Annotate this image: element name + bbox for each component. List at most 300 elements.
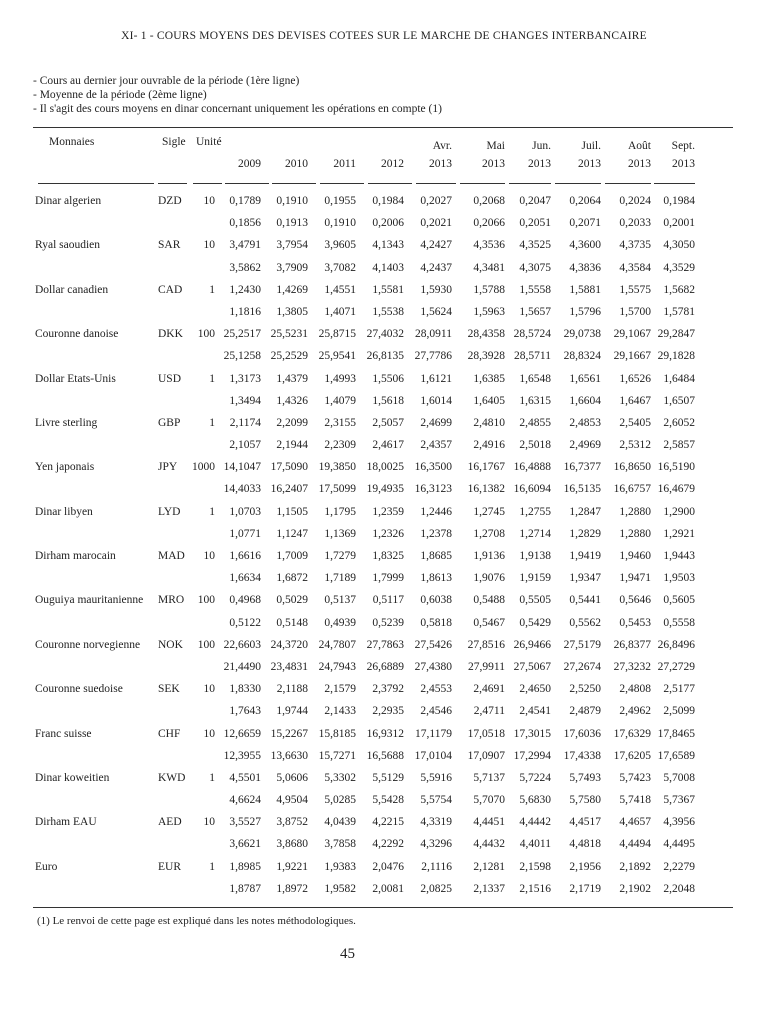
rate-cell: 0,2064 — [569, 195, 601, 207]
rate-cell: 1,4269 — [276, 283, 308, 296]
header-underline — [654, 183, 695, 184]
rate-cell: 2,2935 — [372, 705, 404, 718]
rate-cell: 24,3720 — [270, 638, 308, 651]
rate-cell: 4,3481 — [473, 261, 505, 274]
currency-code: DZD — [158, 195, 182, 207]
currency-code: AED — [158, 816, 182, 829]
rate-cell: 3,6621 — [229, 838, 261, 851]
rate-cell: 0,5117 — [372, 594, 404, 607]
rate-cell: 2,5177 — [663, 683, 695, 696]
table-row-period-average — [0, 656, 768, 678]
rate-cell: 1,2708 — [473, 527, 505, 540]
rate-cell: 16,6094 — [513, 483, 551, 496]
rate-cell: 16,9312 — [366, 727, 404, 740]
rate-cell: 2,1892 — [619, 860, 651, 873]
rate-cell: 15,8185 — [318, 727, 356, 740]
currency-unit: 1 — [209, 283, 215, 296]
rate-cell: 1,8985 — [229, 860, 261, 873]
period-header-year: 2010 — [285, 158, 308, 170]
table-row-last-day — [0, 456, 768, 478]
rate-cell: 1,2446 — [420, 505, 452, 518]
header-notes — [33, 74, 442, 116]
col-header-monnaies: Monnaies — [49, 136, 95, 148]
currency-unit: 1 — [209, 860, 215, 873]
rate-cell: 1,9347 — [569, 572, 601, 585]
table-row-period-average — [0, 390, 768, 412]
currency-code: EUR — [158, 860, 181, 873]
rate-cell: 4,3584 — [619, 261, 651, 274]
rate-cell: 4,1343 — [372, 239, 404, 252]
rate-cell: 1,2378 — [420, 527, 452, 540]
rate-cell: 1,5618 — [372, 394, 404, 407]
rate-cell: 2,4853 — [569, 416, 601, 429]
period-header-year: 2013 — [528, 158, 551, 170]
rate-cell: 1,1505 — [276, 505, 308, 518]
rate-cell: 2,1719 — [569, 882, 601, 895]
rate-cell: 25,9541 — [318, 350, 356, 363]
rate-cell: 2,4541 — [519, 705, 551, 718]
currency-code: GBP — [158, 416, 181, 429]
rate-cell: 19,4935 — [366, 483, 404, 496]
table-row-period-average — [0, 745, 768, 767]
rate-cell: 29,1067 — [613, 328, 651, 341]
rate-cell: 1,9443 — [663, 550, 695, 562]
rate-cell: 16,5135 — [563, 483, 601, 496]
rate-cell: 0,4939 — [324, 616, 356, 629]
rate-cell: 2,1174 — [229, 416, 261, 429]
rate-cell: 0,1955 — [324, 195, 356, 207]
rate-cell: 3,8680 — [276, 838, 308, 851]
rate-cell: 1,5781 — [663, 305, 695, 318]
currency-name: Dinar algerien — [35, 195, 102, 207]
rate-cell: 17,0907 — [467, 749, 505, 762]
rate-cell: 26,6889 — [366, 660, 404, 673]
period-header-line1: Jun. — [532, 140, 551, 152]
rate-cell: 0,2006 — [372, 217, 404, 230]
rate-cell: 1,5796 — [569, 305, 601, 318]
rate-cell: 3,7909 — [276, 261, 308, 274]
currency-name: Franc suisse — [35, 727, 92, 740]
rate-cell: 0,2068 — [473, 195, 505, 207]
rate-cell: 1,2326 — [372, 527, 404, 540]
header-underline — [460, 183, 505, 184]
rate-cell: 2,1516 — [519, 882, 551, 895]
table-row-period-average — [0, 212, 768, 234]
currency-table-body — [0, 190, 768, 900]
rate-cell: 5,7224 — [519, 771, 551, 784]
currency-name: Couronne suedoise — [35, 683, 123, 696]
table-row-last-day — [0, 234, 768, 256]
rate-cell: 1,2430 — [229, 283, 261, 296]
rate-cell: 1,5538 — [372, 305, 404, 318]
currency-code: SEK — [158, 683, 180, 696]
rate-cell: 4,0439 — [324, 816, 356, 829]
rate-cell: 1,2829 — [569, 527, 601, 540]
table-row-last-day — [0, 545, 768, 567]
rate-cell: 18,0025 — [366, 461, 404, 474]
rate-cell: 0,5122 — [229, 616, 261, 629]
period-header-line1: Mai — [486, 140, 505, 152]
rate-cell: 1,6315 — [519, 394, 551, 407]
rate-cell: 0,5488 — [473, 594, 505, 607]
rate-cell: 1,0703 — [229, 505, 261, 518]
rate-cell: 12,3955 — [223, 749, 261, 762]
rate-cell: 2,1579 — [324, 683, 356, 696]
rate-cell: 4,2292 — [372, 838, 404, 851]
rate-cell: 1,2880 — [619, 527, 651, 540]
rate-cell: 17,2994 — [513, 749, 551, 762]
rate-cell: 28,4358 — [467, 328, 505, 341]
rate-cell: 16,5190 — [657, 461, 695, 474]
rate-cell: 1,4326 — [276, 394, 308, 407]
rate-cell: 1,6467 — [619, 394, 651, 407]
rate-cell: 0,1913 — [276, 217, 308, 230]
currency-unit: 1 — [209, 416, 215, 429]
rate-cell: 1,6526 — [619, 372, 651, 385]
rate-cell: 4,9504 — [276, 794, 308, 807]
rate-cell: 1,6634 — [229, 572, 261, 585]
rate-cell: 4,3836 — [569, 261, 601, 274]
rate-cell: 0,2001 — [663, 217, 695, 230]
rate-cell: 17,1179 — [415, 727, 452, 740]
rate-cell: 0,2047 — [519, 195, 551, 207]
period-header-year: 2009 — [238, 158, 261, 170]
rate-cell: 16,2407 — [270, 483, 308, 496]
note-line: - Cours au dernier jour ouvrable de la période (1ère ligne) — [33, 75, 300, 87]
rate-cell: 0,2071 — [569, 217, 601, 230]
period-header-line1: Juil. — [581, 140, 601, 152]
rate-cell: 16,7377 — [563, 461, 601, 474]
rate-cell: 1,2755 — [519, 505, 551, 518]
currency-unit: 10 — [203, 727, 215, 740]
rate-cell: 4,3319 — [420, 816, 452, 829]
rate-cell: 28,5724 — [513, 328, 551, 341]
rate-cell: 1,5930 — [420, 283, 452, 296]
rate-cell: 1,9419 — [569, 550, 601, 562]
rate-cell: 1,1247 — [276, 527, 308, 540]
rate-cell: 27,7863 — [366, 638, 404, 651]
rate-cell: 0,1789 — [229, 195, 261, 207]
rate-cell: 2,5857 — [663, 439, 695, 452]
rate-cell: 15,2267 — [270, 727, 308, 740]
rate-cell: 0,5467 — [473, 616, 505, 629]
rate-cell: 1,8325 — [372, 550, 404, 562]
rate-cell: 0,1856 — [229, 217, 261, 230]
rate-cell: 4,4442 — [519, 816, 551, 829]
currency-unit: 10 — [203, 683, 215, 696]
currency-code: USD — [158, 372, 182, 385]
period-header-year: 2013 — [429, 158, 452, 170]
currency-name: Euro — [35, 860, 58, 873]
rate-cell: 1,1369 — [324, 527, 356, 540]
rate-cell: 3,4791 — [229, 239, 261, 252]
rate-cell: 2,0081 — [372, 882, 404, 895]
period-header-year: 2013 — [482, 158, 505, 170]
rate-cell: 1,5788 — [473, 283, 505, 296]
rate-cell: 1,8787 — [229, 882, 261, 895]
rate-cell: 2,5099 — [663, 705, 695, 718]
header-underline — [605, 183, 651, 184]
rate-cell: 1,6604 — [569, 394, 601, 407]
rate-cell: 3,7858 — [324, 838, 356, 851]
rate-cell: 1,8685 — [420, 550, 452, 562]
rate-cell: 0,5646 — [619, 594, 651, 607]
rate-cell: 27,8516 — [467, 638, 505, 651]
currency-code: DKK — [158, 328, 183, 341]
rate-cell: 5,5916 — [420, 771, 452, 784]
currency-name: Ryal saoudien — [35, 239, 101, 252]
rate-cell: 17,0104 — [414, 749, 452, 762]
rate-cell: 27,4032 — [366, 328, 404, 341]
rate-cell: 17,5090 — [270, 461, 308, 474]
rate-cell: 1,2880 — [619, 505, 651, 518]
rate-cell: 1,5624 — [420, 305, 452, 318]
rate-cell: 0,5137 — [324, 594, 356, 607]
rate-cell: 15,7271 — [318, 749, 356, 762]
period-header-year: 2011 — [333, 158, 356, 170]
rate-cell: 1,9138 — [519, 550, 551, 562]
rate-cell: 1,0771 — [229, 527, 261, 540]
rate-cell: 4,4451 — [473, 816, 505, 829]
rate-cell: 27,5067 — [513, 660, 551, 673]
table-row-last-day — [0, 368, 768, 390]
rate-cell: 0,4968 — [229, 594, 261, 607]
table-row-period-average — [0, 523, 768, 545]
currency-name: Dollar canadien — [35, 283, 109, 296]
rate-cell: 2,1116 — [421, 860, 452, 873]
table-row-last-day — [0, 323, 768, 345]
rate-cell: 3,9605 — [324, 239, 356, 252]
footnote: (1) Le renvoi de cette page est expliqué dans les notes méthodologiques. — [37, 915, 356, 927]
rate-cell: 1,4993 — [324, 372, 356, 385]
rate-cell: 1,5506 — [372, 372, 404, 385]
rate-cell: 2,4711 — [473, 705, 505, 718]
rate-cell: 1,7999 — [372, 572, 404, 585]
rate-cell: 1,9582 — [324, 882, 356, 895]
rate-cell: 0,1984 — [372, 195, 404, 207]
rate-cell: 1,6616 — [229, 550, 261, 562]
rate-cell: 1,2847 — [569, 505, 601, 518]
rate-cell: 1,9076 — [473, 572, 505, 585]
rate-cell: 0,5562 — [569, 616, 601, 629]
rate-cell: 0,1984 — [663, 195, 695, 207]
table-row-period-average — [0, 345, 768, 367]
currency-code: JPY — [158, 461, 178, 474]
rate-cell: 2,4808 — [619, 683, 651, 696]
rate-cell: 4,6624 — [229, 794, 261, 807]
rate-cell: 29,1667 — [613, 350, 651, 363]
rate-cell: 24,7943 — [318, 660, 356, 673]
rate-cell: 27,5179 — [563, 638, 601, 651]
rate-cell: 3,5862 — [229, 261, 261, 274]
note-line: - Moyenne de la période (2ème ligne) — [33, 89, 207, 101]
rate-cell: 2,4691 — [473, 683, 505, 696]
rate-cell: 25,5231 — [270, 328, 308, 341]
rate-cell: 16,1382 — [467, 483, 505, 496]
currency-code: MRO — [158, 594, 185, 607]
rate-cell: 17,6589 — [657, 749, 695, 762]
rate-cell: 4,4495 — [663, 838, 695, 851]
table-row-last-day — [0, 589, 768, 611]
rate-cell: 4,3296 — [420, 838, 452, 851]
rate-cell: 13,6630 — [270, 749, 308, 762]
rate-cell: 2,4810 — [473, 416, 505, 429]
rate-cell: 1,5963 — [473, 305, 505, 318]
rate-cell: 27,5426 — [414, 638, 452, 651]
rate-cell: 16,1767 — [467, 461, 505, 474]
rate-cell: 2,1057 — [229, 439, 261, 452]
rate-cell: 1,8330 — [229, 683, 261, 696]
rate-cell: 16,3123 — [414, 483, 452, 496]
rate-cell: 1,2714 — [519, 527, 551, 540]
currency-unit: 100 — [197, 328, 215, 341]
page-number: 45 — [340, 946, 355, 962]
rate-cell: 2,2279 — [663, 860, 695, 873]
period-header-year: 2013 — [578, 158, 601, 170]
rate-cell: 2,4916 — [473, 439, 505, 452]
rate-cell: 2,1902 — [619, 882, 651, 895]
rate-cell: 5,6830 — [519, 794, 551, 807]
rate-cell: 2,1598 — [519, 860, 551, 873]
rate-cell: 2,5018 — [519, 439, 551, 452]
rate-cell: 1,5700 — [619, 305, 651, 318]
currency-name: Dinar libyen — [35, 505, 93, 518]
rate-cell: 2,5405 — [619, 416, 651, 429]
currency-name: Yen japonais — [35, 461, 95, 474]
rate-cell: 1,6548 — [519, 372, 551, 385]
table-row-last-day — [0, 412, 768, 434]
rate-cell: 4,4517 — [569, 816, 601, 829]
period-header-line1: Sept. — [671, 140, 695, 152]
rate-cell: 1,2921 — [663, 527, 695, 540]
currency-unit: 1000 — [192, 461, 215, 474]
rate-cell: 5,5428 — [372, 794, 404, 807]
rate-cell: 1,9159 — [519, 572, 551, 585]
rate-cell: 2,2099 — [276, 416, 308, 429]
rate-cell: 1,6405 — [473, 394, 505, 407]
rate-cell: 2,4617 — [372, 439, 404, 452]
rate-cell: 0,5429 — [519, 616, 551, 629]
rate-cell: 16,4888 — [513, 461, 551, 474]
rate-cell: 1,9221 — [276, 860, 308, 873]
rate-cell: 1,9383 — [324, 860, 356, 873]
rate-cell: 2,3792 — [372, 683, 404, 696]
rate-cell: 0,5239 — [372, 616, 404, 629]
rate-cell: 1,3173 — [229, 372, 261, 385]
rate-cell: 1,6385 — [473, 372, 505, 385]
rate-cell: 4,4494 — [619, 838, 651, 851]
currency-name: Ouguiya mauritanienne — [35, 594, 144, 607]
rate-cell: 5,5754 — [420, 794, 452, 807]
table-row-last-day — [0, 678, 768, 700]
rate-cell: 17,6205 — [613, 749, 651, 762]
rate-cell: 2,1956 — [569, 860, 601, 873]
rate-cell: 2,5312 — [619, 439, 651, 452]
rate-cell: 1,8972 — [276, 882, 308, 895]
currency-name: Couronne danoise — [35, 328, 119, 341]
rate-cell: 4,3536 — [473, 239, 505, 252]
rate-cell: 17,5099 — [318, 483, 356, 496]
rate-cell: 4,2215 — [372, 816, 404, 829]
currency-code: CHF — [158, 727, 181, 740]
currency-code: LYD — [158, 505, 181, 518]
rate-cell: 2,0476 — [372, 860, 404, 873]
rate-cell: 14,4033 — [223, 483, 261, 496]
rate-cell: 28,8324 — [563, 350, 601, 363]
rate-cell: 4,4657 — [619, 816, 651, 829]
rate-cell: 0,1910 — [276, 195, 308, 207]
rate-cell: 29,0738 — [563, 328, 601, 341]
rate-cell: 1,9744 — [276, 705, 308, 718]
rate-cell: 5,7137 — [473, 771, 505, 784]
rate-cell: 16,3500 — [414, 461, 452, 474]
currency-unit: 10 — [203, 195, 215, 207]
rate-cell: 1,9460 — [619, 550, 651, 562]
rate-cell: 24,7807 — [318, 638, 356, 651]
rate-cell: 16,4679 — [657, 483, 695, 496]
currency-code: MAD — [158, 550, 185, 562]
table-row-period-average — [0, 700, 768, 722]
table-row-period-average — [0, 833, 768, 855]
rate-cell: 2,4546 — [420, 705, 452, 718]
rate-cell: 1,7279 — [324, 550, 356, 562]
rate-cell: 1,9503 — [663, 572, 695, 585]
rate-cell: 0,5505 — [519, 594, 551, 607]
rate-cell: 4,4432 — [473, 838, 505, 851]
rate-cell: 0,6038 — [420, 594, 452, 607]
rate-cell: 2,2309 — [324, 439, 356, 452]
rate-cell: 5,7070 — [473, 794, 505, 807]
currency-name: Dirham marocain — [35, 550, 116, 562]
rate-cell: 0,5558 — [663, 616, 695, 629]
rate-cell: 1,4551 — [324, 283, 356, 296]
rate-cell: 2,4699 — [420, 416, 452, 429]
table-top-rule — [33, 127, 733, 128]
rate-cell: 2,0825 — [420, 882, 452, 895]
rate-cell: 16,8650 — [613, 461, 651, 474]
rate-cell: 0,5029 — [276, 594, 308, 607]
rate-cell: 1,2745 — [473, 505, 505, 518]
header-underline — [272, 183, 316, 184]
rate-cell: 3,7082 — [324, 261, 356, 274]
rate-cell: 21,4490 — [223, 660, 261, 673]
rate-cell: 28,5711 — [514, 350, 551, 363]
currency-code: KWD — [158, 771, 186, 784]
currency-code: CAD — [158, 283, 183, 296]
rate-cell: 29,1828 — [657, 350, 695, 363]
rate-cell: 1,5657 — [519, 305, 551, 318]
rate-cell: 2,5250 — [569, 683, 601, 696]
rate-cell: 3,8752 — [276, 816, 308, 829]
currency-name: Livre sterling — [35, 416, 98, 429]
rate-cell: 27,2674 — [563, 660, 601, 673]
table-row-period-average — [0, 301, 768, 323]
rate-cell: 4,3075 — [519, 261, 551, 274]
rate-cell: 0,2024 — [619, 195, 651, 207]
table-bottom-rule — [33, 907, 733, 908]
rate-cell: 1,5575 — [619, 283, 651, 296]
period-header-year: 2013 — [672, 158, 695, 170]
rate-cell: 17,3015 — [513, 727, 551, 740]
rate-cell: 25,2517 — [223, 328, 261, 341]
rate-cell: 17,6329 — [613, 727, 651, 740]
rate-cell: 4,1403 — [372, 261, 404, 274]
header-underline — [158, 183, 187, 184]
rate-cell: 5,3302 — [324, 771, 356, 784]
rate-cell: 1,9136 — [473, 550, 505, 562]
rate-cell: 4,3050 — [663, 239, 695, 252]
rate-cell: 25,8715 — [318, 328, 356, 341]
